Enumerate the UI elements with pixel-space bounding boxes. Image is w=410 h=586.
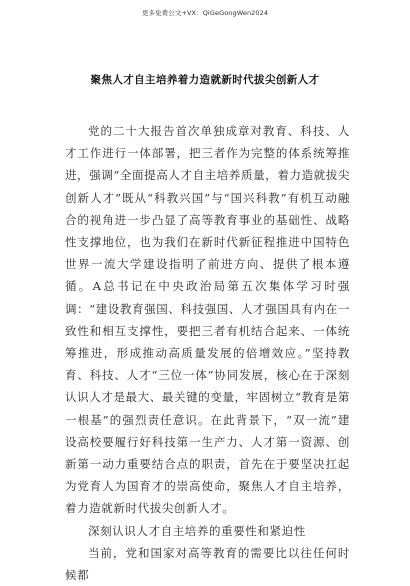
closing-line: 当前，党和国家对高等教育的需要比以往任何时候都 — [65, 545, 350, 583]
document-title: 聚焦人才自主培养着力造就新时代拔尖创新人才 — [90, 74, 320, 86]
document-body — [65, 120, 350, 586]
body-paragraph: 党的二十大报告首次单独成章对教育、科技、人才工作进行一体部署，把三者作为完整的体系统筹推进，强调“全面提高人才自主培养质量，着力造就拔尖创新人才”既从“科教兴国”与“国兴科教”有机互动融合的视角进一步凸显了高等教育事业的基础性、战略性支撑地位，也为我们在新时代新征程推进中国特色世界一流大学建设指明了前进方向、提供了根本遵循。A总书记在中央政治局第五次集体学习时强调：“建设教育强国、科技强国、人才强国具有内在一致性和相互支撑性，要把三者有机结合起来、一体统筹推进，形成推动高质量发展的倍增效应。”坚持教育、科技、人才“三位一体”协同发展，核心在于深刻认识人才是最大、最关键的变量，牢固树立“教育是第一根基”的强烈责任意识。在此背景下，“双一流”建设高校要履行好科技第一生产力、人才第一资源、创新第一动力重要结合点的职责，首先在于要坚决扛起为党育人为国育才的崇高使命，聚焦人才自主培养，着力造就新时代拔尖创新人才。 — [65, 124, 350, 516]
header-note: 更多免费公文+VX：QiGeGongWen2024 — [141, 9, 269, 17]
section-subheading: 深刻认识人才自主培养的重要性和紧迫性 — [88, 523, 306, 538]
